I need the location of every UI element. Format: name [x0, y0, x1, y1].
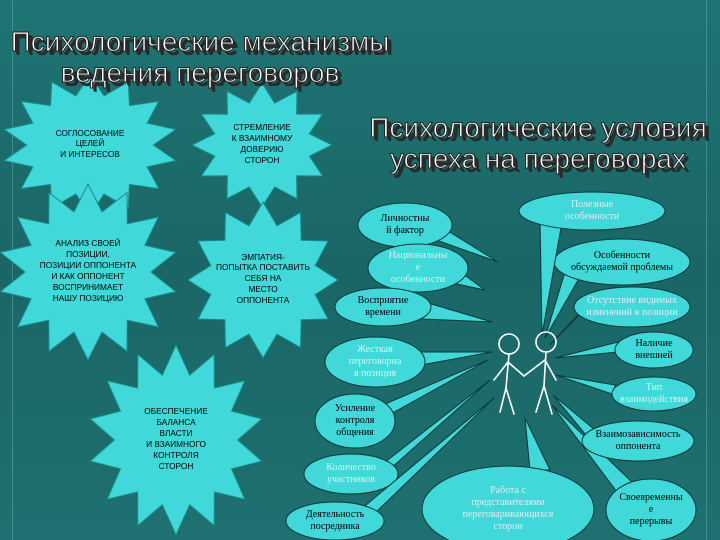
bubble-label-line: Количество: [326, 461, 376, 473]
bubble-label: [370, 250, 466, 287]
star-label-line: И ИНТЕРЕСОВ: [60, 149, 120, 160]
bubble-label-line: Полезные: [570, 198, 614, 210]
bubble-label-line: контроля: [335, 414, 375, 426]
bubble-tail: [380, 380, 490, 470]
bubble-label: [424, 485, 592, 534]
star-label-line: МЕСТО: [248, 284, 278, 295]
star-label-line: НАШУ ПОЗИЦИЮ: [52, 292, 124, 303]
star-label-line: ПОЗИЦИИ,: [66, 248, 110, 259]
bubble-label: [617, 338, 691, 362]
bubble-label: [608, 492, 694, 529]
bubble-label-line: я позиция: [353, 368, 397, 380]
star-label-line: ПОЗИЦИИ ОППОНЕНТА: [39, 259, 137, 270]
bubble-tail: [556, 375, 615, 395]
star-label: [201, 252, 326, 307]
bubble-label-line: сторон: [493, 521, 523, 533]
star-label: [18, 238, 158, 304]
person-icon: [499, 334, 519, 354]
bubble-label-line: Взаимозависимость: [595, 428, 681, 440]
bubble-label: [306, 462, 396, 486]
star-label-line: СТОРОН: [158, 460, 194, 471]
bubble-label-line: е: [415, 261, 421, 273]
star-label-line: ЦЕЛЕЙ: [75, 138, 105, 149]
star-label-line: СТОРОН: [244, 154, 280, 165]
star-label-line: ВЛАСТИ: [159, 427, 193, 438]
star-label-line: ВОСПРИНИМАЕТ: [52, 281, 124, 292]
title-conditions-line-2: успеха на переговорах: [390, 143, 686, 175]
bubble-label-line: посредника: [310, 520, 360, 532]
bubble-label: [288, 509, 382, 533]
star-label-line: И ВЗАИМНОГО: [146, 438, 206, 449]
star-label: [30, 128, 150, 161]
bubble-label: [337, 295, 429, 319]
bubble-label-line: участников: [326, 473, 376, 485]
bubble-label-line: перерывы: [629, 516, 673, 528]
bubble-label-line: внешней: [635, 349, 673, 361]
bubble-label: [521, 199, 663, 223]
star-label-line: ПОПЫТКА ПОСТАВИТЬ: [216, 262, 310, 273]
bubble-label-line: Восприятие: [357, 294, 409, 306]
bubble-label-line: взаимодействия: [620, 393, 688, 405]
bubble-label-line: обсуждаемой проблемы: [571, 261, 673, 273]
bubble-label-line: Работа с: [490, 484, 526, 496]
star-label-line: ОППОНЕНТА: [236, 295, 290, 306]
bubble-label-line: й фактор: [386, 224, 424, 236]
bubble-label-line: Особенности: [593, 249, 651, 261]
bubble-label-line: оппонента: [615, 440, 661, 452]
bubble-label-line: переговаривающихся: [462, 508, 554, 520]
bubble-label-line: Деятельность: [305, 508, 365, 520]
bubble-label-line: особенности: [390, 274, 446, 286]
title-conditions-line-1: Психологические условия: [369, 112, 707, 143]
bubble-label: [327, 344, 423, 381]
bubble-label-line: общения: [336, 427, 374, 439]
star-label-line: ДОВЕРИЮ: [240, 143, 284, 154]
bubble-label-line: е: [648, 503, 654, 515]
bubble-label-line: особенности: [564, 210, 620, 222]
title-mechanisms-line-2: ведения переговоров: [60, 57, 340, 89]
bubble-label-line: Отсутствие видимых: [587, 294, 677, 306]
bubble-label-line: Личностны: [380, 212, 430, 224]
star-label-line: БАЛАНСА: [156, 416, 196, 427]
bubble-label-line: Усиление: [334, 402, 376, 414]
bubble-label-line: Жесткая: [357, 343, 393, 355]
bubble-label: [614, 382, 694, 406]
bubble-tail: [525, 418, 550, 470]
bubble-label-line: изменений в позиции: [586, 306, 678, 318]
bubble-label-line: Наличие: [635, 337, 673, 349]
star-label-line: СТРЕМЛЕНИЕ: [233, 122, 291, 132]
bubble-label-line: Тип: [645, 381, 663, 393]
star-label-line: КОНТРОЛЯ: [153, 449, 199, 460]
star-label: [116, 406, 236, 472]
person-icon: [524, 352, 556, 414]
star-label-line: АНАЛИЗ СВОЕЙ: [55, 238, 121, 248]
star-label: [207, 122, 317, 166]
bubble-label: [576, 295, 688, 319]
star-label-line: ЭМПАТИЯ-: [241, 251, 285, 262]
person-icon: [494, 354, 524, 414]
star-label-line: СЕБЯ НА: [244, 273, 282, 284]
bubble-label: [317, 403, 393, 440]
bubble-label-line: времени: [365, 306, 401, 318]
star-label-line: ОБЕСПЕЧЕНИЕ: [144, 406, 208, 416]
star-label-line: И КАК ОППОНЕНТ: [51, 270, 125, 281]
title-mechanisms: [10, 26, 390, 89]
bubble-label: [360, 213, 450, 237]
bubble-label-line: Национальны: [388, 249, 448, 261]
bubble-label-line: переговорна: [348, 355, 402, 367]
bubble-tail: [555, 342, 618, 358]
bubble-label: [584, 429, 692, 453]
bubble-label-line: Своевременны: [619, 491, 683, 503]
title-mechanisms-line-1: Психологические механизмы: [10, 26, 390, 57]
title-conditions: [368, 112, 708, 175]
star-label-line: СОГЛОСОВАНИЕ: [55, 127, 125, 138]
star-label-line: К ВЗАИМНОМУ: [231, 132, 293, 143]
bubble-label: [556, 250, 688, 274]
bubble-label-line: представителями: [471, 496, 545, 508]
